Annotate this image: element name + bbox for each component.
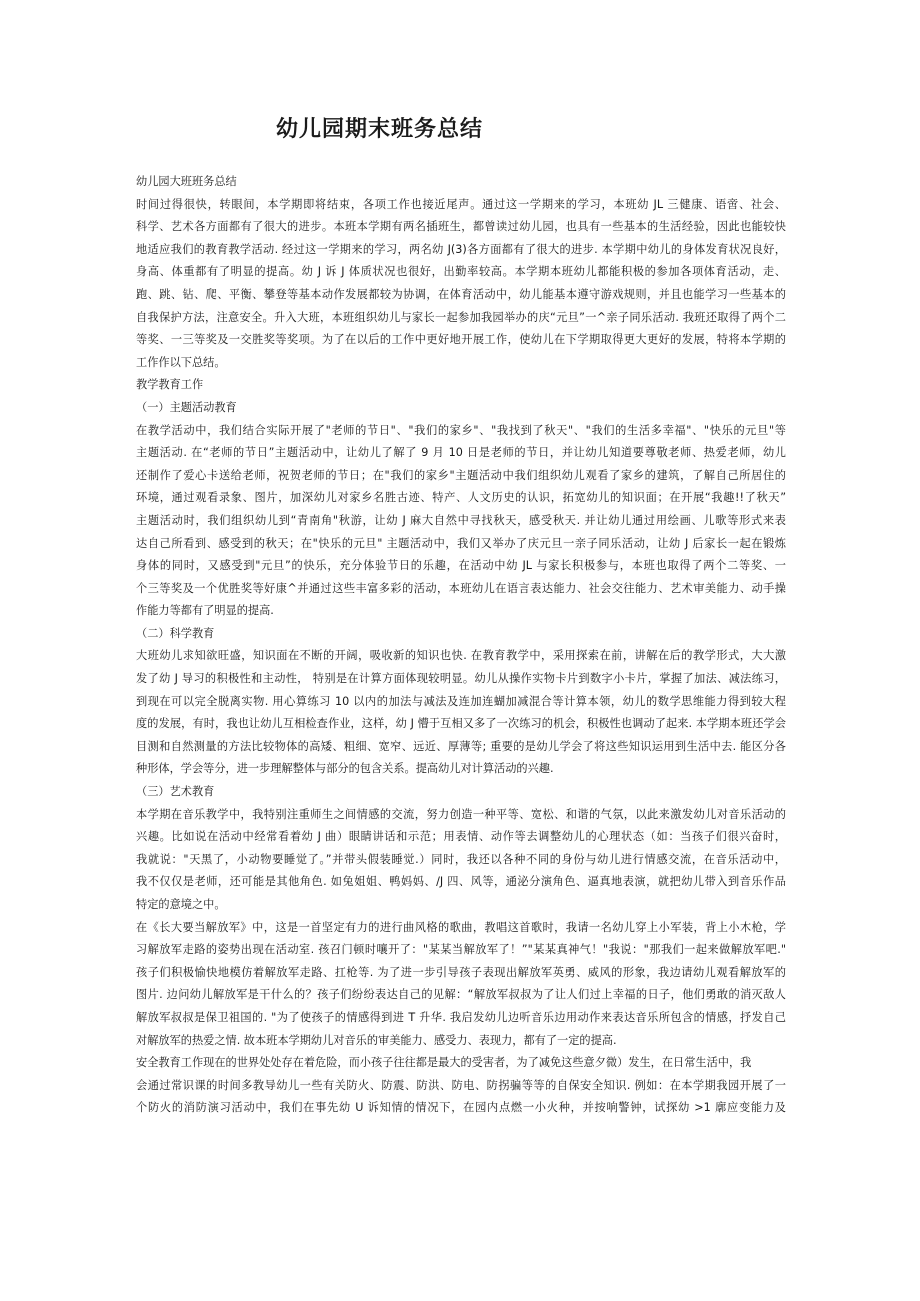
paragraph-line: 我就说："天黑了，小动物要睡觉了。”并带头假装睡觉.）同时，我还以各种不同的身份与幼儿进行情感交流，在音乐活动中，: [136, 852, 786, 866]
paragraph-line: 特定的意境之中。: [136, 898, 226, 911]
paragraph-line: 科学、艺术各方面都有了很大的进步。本班本学期有两名插班生，都曾读过幼儿园，也具有一些基本的生活经验，因此也能较快: [136, 220, 786, 234]
section-heading: 幼儿园大班班务总结: [136, 175, 237, 188]
paragraph-line: 度的发展，有时，我也让幼儿互相检查作业，这样，幼 J 懵于互相又多了一次练习的机会，积极性也调动了起来. 本学期本班还学会: [136, 717, 786, 731]
paragraph-line: 目测和自然测量的方法比较物体的高矮、粗细、宽窄、远近、厚薄等; 重要的是幼儿学会了将这些知识运用到生活中去. 能区分各: [136, 739, 786, 753]
paragraph-line: 图片. 边问幼儿解放军是干什么的？孩子们纷纷表达自己的见解：“解放军叔叔为了让人们过上幸福的日子，他们勇敢的消灭敌人: [136, 988, 786, 1002]
paragraph-line: 种形体，学会等分，进一步理解整体与部分的包含关系。提高幼儿对计算活动的兴趣.: [136, 762, 554, 776]
paragraph-line: 自我保护方法，注意安全。升入大班，本班组织幼儿与家长一起参加我园举办的庆“元旦”一^亲子同乐活动. 我班还取得了两个二: [136, 310, 786, 324]
paragraph-line: 会通过常识课的时间多教导幼儿一些有关防火、防震、防洪、防电、防拐骗等等的自保安全知识. 例如：在本学期我园开展了一: [136, 1078, 786, 1092]
section-heading: （三）艺术教育: [136, 785, 215, 799]
paragraph-line: 时间过得很快，转眼间，本学期即将结束，各项工作也接近尾声。通过这一学期来的学习，本班幼 JL 三健康、语啻、社会、: [136, 197, 786, 211]
paragraph-line: 身体的同时，又感受到"元旦”的快乐，充分体验节日的乐趣，在活动中幼 JL 与家长积极参与，本班也取得了两个二等奖、一: [136, 559, 786, 573]
paragraph-line: 身高、体重都有了明显的提高。幼 J 诉 J 体质状况也很好，出勤率较高。本学期本班幼儿都能积极的参加各项体育活动，走、: [136, 265, 786, 279]
paragraph-line: 跑、跳、钻、爬、平衡、攀登等基本动作发展都较为协调，在体育活动中，幼儿能基本遵守游戏规则，并且也能学习一些基本的: [136, 287, 786, 301]
paragraph-line: 主题活动时，我们组织幼儿到“青南角"秋游，让幼 J 麻大自然中寻找秋天，感受秋天. 并让幼儿通过用绘画、儿歌等形式来表: [136, 513, 786, 527]
paragraph-line: 我不仅仅是老师，还可能是其他角色. 如兔姐姐、鸭妈妈、/J 四、风等，通泌分演角色、逼真地表演，就把幼儿带入到音乐作品: [136, 875, 786, 889]
paragraph-line: 环境，通过观看录象、图片，加深幼儿对家乡名胜古迹、特产、人文历史的认识，拓宽幼儿的知识面；在开展“我趣!!了秋天”: [136, 491, 786, 505]
paragraph-line: 等奖、一三等奖及一交胜奖等奖项。为了在以后的工作中更好地开展工作，使幼儿在下学期取得更大更好的发展，特将本学期的: [136, 333, 786, 347]
paragraph-line: 还制作了爱心卡送给老师，祝贺老师的节日；在"我们的家乡"主题活动中我们组织幼儿观看了家乡的建筑，了解自己所居住的: [136, 468, 786, 482]
paragraph-line: 在教学活动中，我们结合实际开展了"老师的节日"、"我们的家乡"、"我找到了秋天"、"我们的生活多幸福"、"快乐的元旦"等: [136, 423, 786, 437]
paragraph-line: 地适应我们的教育教学活动. 经过这一学期来的学习，两名幼 J(3)各方面都有了很大的进步. 本学期中幼儿的身体发育状况良好，: [136, 242, 786, 256]
paragraph-line: 安全教育工作现在的世界处处存在着危险，而小孩子往往都是最大的受害者，为了减免这些意夕微）发生，在日常生活中，我: [136, 1056, 752, 1070]
paragraph-line: 兴趣。比如说在活动中经常看着幼 J 曲）眼睛讲话和示范；用表情、动作等去调整幼儿的心理状态（如：当孩子们很兴奋时，: [136, 830, 786, 844]
paragraph-line: 大班幼儿求知欲旺盛，知识面在不断的开阔，吸收新的知识也快. 在教育教学中，采用探索在前，讲解在后的教学形式，大大激: [136, 649, 786, 663]
paragraph-line: 在《长大要当解放军》中，这是一首坚定有力的进行曲风格的歌曲，教唱这首歌时，我请一名幼儿穿上小军装，背上小木枪，学: [136, 920, 786, 934]
paragraph-line: 解放军叔叔是保卫祖国的. "为了使孩子的情感得到进 T 升华. 我启发幼儿边听音乐边用动作来表达音乐所包含的情感，抒发自己: [136, 1010, 786, 1024]
section-heading: （二）科学教育: [136, 626, 215, 640]
paragraph-line: 个防火的消防演习活动中，我们在事先幼 U 诉知情的情况下，在园内点燃一小火种，并按响警钟，试探幼 >1 廓应变能力及: [136, 1101, 786, 1115]
paragraph-line: 习解放军走路的姿势出现在活动室. 孩召门顿时嚷开了："某某当解放军了！”"某某真神气！"我说："那我们一起来做解放军吧.": [136, 943, 786, 957]
paragraph-line: 工作作以下总结。: [136, 355, 226, 369]
section-heading: 教学教育工作: [136, 378, 204, 392]
document-body: [136, 171, 786, 1120]
paragraph-line: 主题活动. 在“老师的节日”主题活动中，让幼儿了解了 9 月 10 日是老师的节日，并让幼儿知道要尊敬老师、热爱老师，幼儿: [136, 446, 786, 460]
section-heading: （一）主题活动教育: [136, 400, 237, 414]
document-title: 幼儿园期末班务总结: [276, 117, 484, 142]
paragraph-line: 到现在可以完全脱离实物. 用心算练习 10 以内的加法与减法及连加连蝴加减混合等计算本领，幼儿的数学思维能力得到较大程: [136, 694, 786, 708]
paragraph-line: 发了幼 J 导习的积极性和主动性， 特别是在计算方面体现较明显。幼儿从操作实物卡片到数字小卡片，掌握了加法、减法练习，: [136, 672, 786, 686]
paragraph-line: 达自己所看到、感受到的秋天；在"快乐的元旦" 主题活动中，我们又举办了庆元旦一亲子同乐活动，让幼 J 后家长一起在锻炼: [136, 536, 786, 550]
paragraph-line: 个三等奖及一个优胜奖等好康^并通过这些丰富多彩的活动，本班幼儿在语言表达能力、社会交往能力、艺术审美能力、动手操: [136, 581, 786, 595]
paragraph-line: 孩子们积极愉快地模仿着解放军走路、扛枪等. 为了进一步引导孩子表现出解放军英勇、威风的形象，我边请幼儿观看解放军的: [136, 965, 786, 979]
paragraph-line: 本学期在音乐教学中，我特别注重师生之间情感的交流，努力创造一种平等、宽松、和谐的气氛，以此来激发幼儿对音乐活动的: [136, 807, 786, 821]
paragraph-line: 对解放军的热爱之情. 故本班本学期幼儿对音乐的审美能力、感受力、表现力，都有了一定的提高.: [136, 1033, 617, 1047]
paragraph-line: 作能力等都有了明显的提高.: [136, 604, 274, 618]
